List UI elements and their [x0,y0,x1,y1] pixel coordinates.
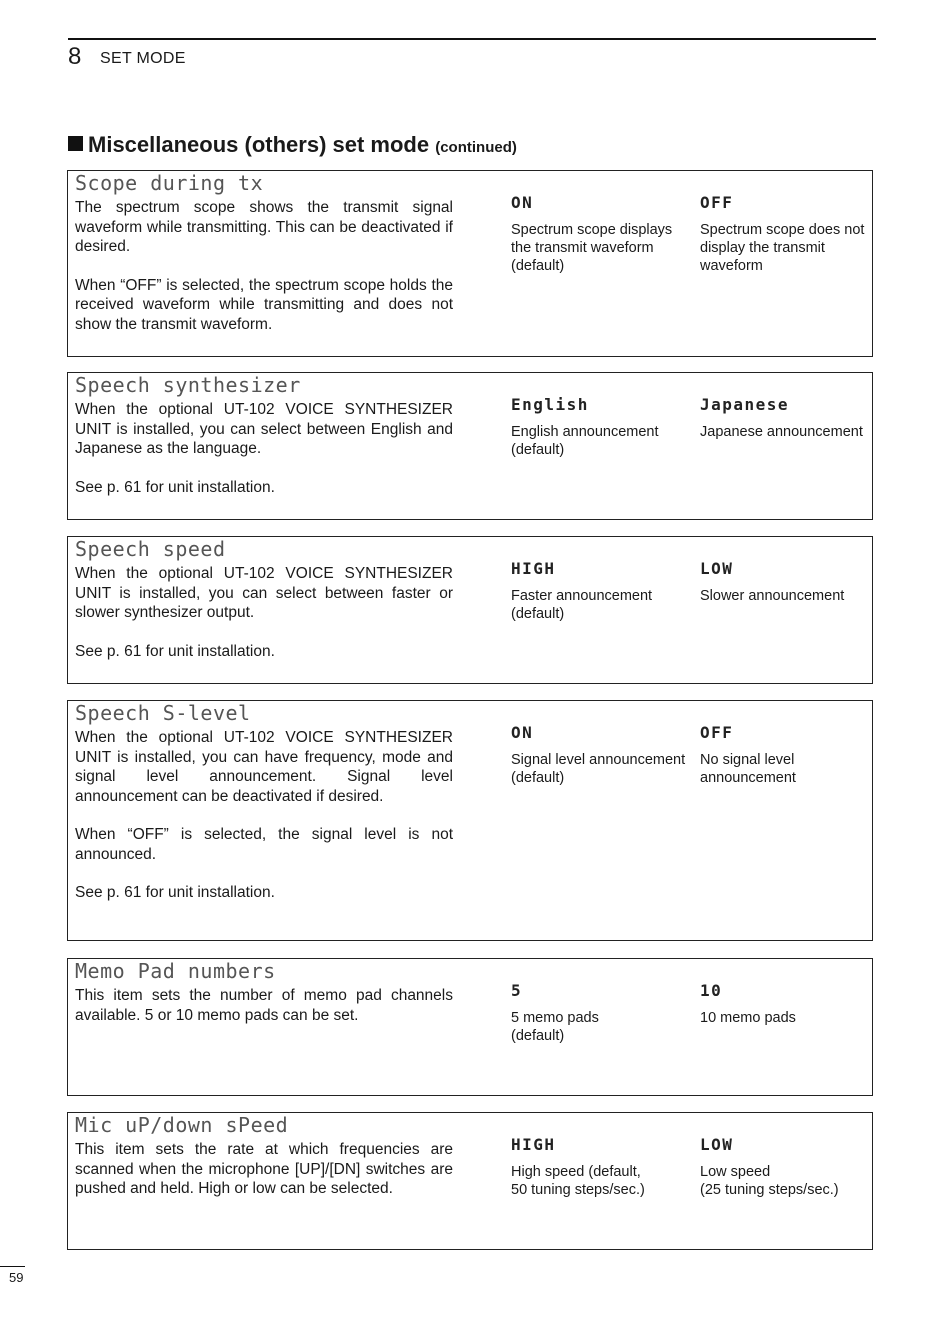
option-label: HIGH [511,559,556,578]
option-description: High speed (default, [511,1164,641,1180]
setting-item-scope-during-tx [67,170,873,357]
option-description: 10 memo pads [700,1010,796,1026]
option-description: Spectrum scope displays the transmit waveform [511,222,673,256]
option-label: OFF [700,723,734,742]
description-paragraph: This item sets the number of memo pad channels available. 5 or 10 memo pads can be set. [75,987,453,1024]
option-description: Slower announcement [700,588,845,604]
option-label: English [511,395,589,414]
option-description: Spectrum scope does not display the transmit waveform [700,222,865,274]
description-paragraph: The spectrum scope shows the transmit signal waveform while transmitting. This can be deactivated if desired. [75,199,453,255]
item-description [75,400,453,516]
option-note: 50 tuning steps/sec.) [511,1182,645,1198]
lcd-title: Memo Pad numbers [75,959,276,983]
setting-item-speech-synthesizer [67,372,873,520]
chapter-number: 8 [68,43,82,70]
description-paragraph: When “OFF” is selected, the signal level is not announced. [75,826,453,863]
option-1 [511,1135,686,1199]
option-1 [511,193,686,275]
page-number: 59 [9,1270,24,1285]
description-paragraph: See p. 61 for unit installation. [75,642,275,660]
option-label: ON [511,723,534,742]
option-description: English announcement [511,424,659,440]
lcd-title: Speech synthesizer [75,373,301,397]
setting-item-memo-pad-numbers [67,958,873,1096]
option-label: HIGH [511,1135,556,1154]
setting-item-speech-speed [67,536,873,684]
option-1 [511,723,686,787]
option-description: Low speed [700,1164,771,1180]
item-description [75,1140,453,1218]
item-description [75,198,453,353]
option-description: 5 memo pads [511,1010,599,1026]
description-paragraph: See p. 61 for unit installation. [75,884,275,901]
option-2 [700,193,875,275]
item-description [75,986,453,1044]
item-description [75,564,453,680]
option-2 [700,723,875,787]
option-description: Signal level announcement [511,752,686,768]
lcd-title: Speech S-level [75,701,251,725]
option-description: No signal level announcement [700,752,796,786]
option-note: (default) [511,258,565,274]
option-label: LOW [700,1135,734,1154]
section-title [68,132,517,158]
option-2 [700,559,875,605]
description-paragraph: When the optional UT-102 VOICE SYNTHESIZER UNIT is installed, you can select between English and Japanese as the language. [75,401,453,457]
option-label: OFF [700,193,734,212]
option-label: 5 [511,981,523,1000]
chapter-title: SET MODE [100,50,186,67]
description-paragraph: When “OFF” is selected, the spectrum scope holds the received waveform while transmitting and does not show the transmit waveform. [75,276,453,333]
option-note: (default) [511,770,565,786]
option-label: Japanese [700,395,790,414]
option-label: 10 [700,981,723,1000]
option-note: (default) [511,1028,565,1044]
description-paragraph: When the optional UT-102 VOICE SYNTHESIZER UNIT is installed, you can have frequency, mode and signal level announcement. Signal level announcement can be deactivated if desired. [75,729,453,805]
setting-item-speech-s-level [67,700,873,941]
option-note: (25 tuning steps/sec.) [700,1182,839,1198]
option-1 [511,559,686,623]
section-title-text: Miscellaneous (others) set mode [88,132,430,157]
square-bullet-icon [68,136,83,151]
header-rule [68,38,876,40]
lcd-title: Speech speed [75,537,226,561]
description-paragraph: See p. 61 for unit installation. [75,478,275,496]
option-2 [700,1135,875,1199]
option-2 [700,981,875,1027]
option-2 [700,395,875,441]
option-1 [511,395,686,459]
option-description: Faster announcement [511,588,653,604]
option-note: (default) [511,606,565,622]
item-description [75,728,453,922]
lcd-title: Scope during tx [75,171,264,195]
section-continued: (continued) [435,139,517,156]
option-description: Japanese announcement [700,424,863,440]
description-paragraph: This item sets the rate at which frequencies are scanned when the microphone [UP]/[DN] switches are pushed and held. High or low can be selected. [75,1141,453,1197]
option-label: LOW [700,559,734,578]
option-label: ON [511,193,534,212]
description-paragraph: When the optional UT-102 VOICE SYNTHESIZER UNIT is installed, you can select between faster or slower synthesizer output. [75,565,453,621]
option-1 [511,981,686,1045]
lcd-title: Mic uP/down sPeed [75,1113,289,1137]
page-number-rule [0,1266,25,1267]
option-note: (default) [511,442,565,458]
setting-item-mic-up-down-speed [67,1112,873,1250]
